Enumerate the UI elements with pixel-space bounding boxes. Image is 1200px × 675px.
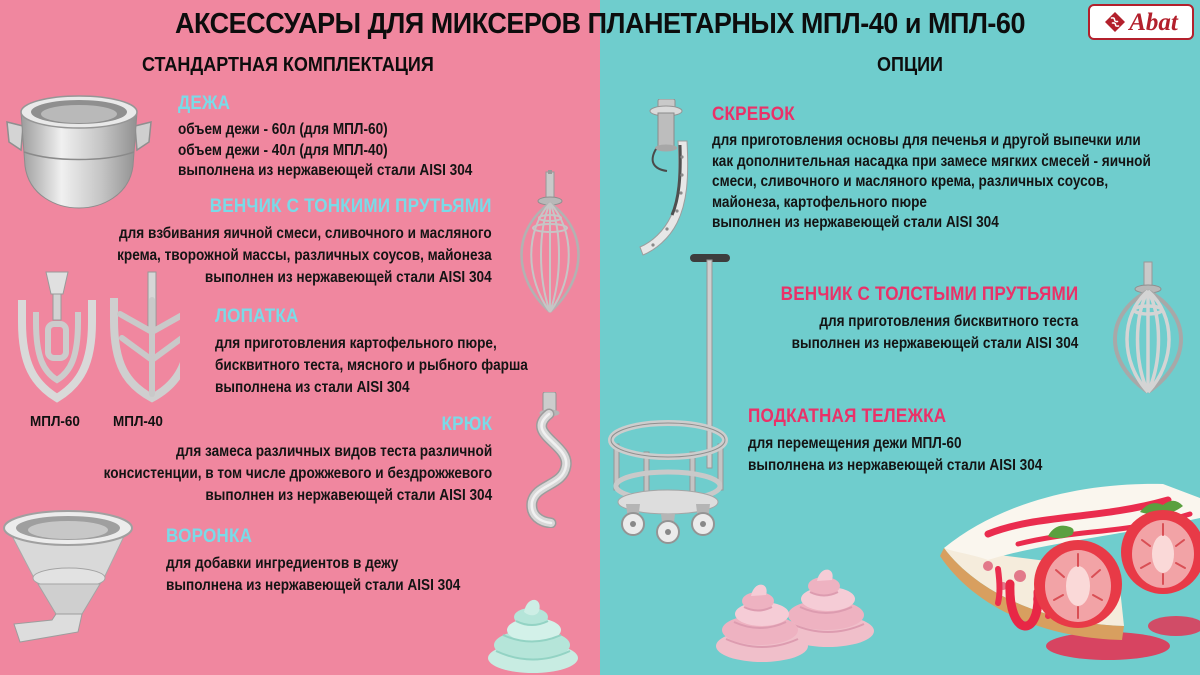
section-line: выполнена из нержавеющей стали AISI 304 [748,457,1043,474]
section-line: для приготовления основы для печенья и другой выпечки или [712,132,1141,149]
dough-hook-image [506,392,598,528]
section-line: бисквитного теста, мясного и рыбного фарша [215,357,528,374]
section-line: для взбивания яичной смеси, сливочного и масляного [119,225,492,242]
options-heading: ОПЦИИ [877,54,943,76]
thin-whisk-image [505,170,595,320]
section-hook [35,414,492,507]
section-line: выполнена из нержавеющей стали AISI 304 [166,577,461,594]
section-line: для перемещения дежи МПЛ-60 [748,435,962,452]
section-line: выполнена из стали AISI 304 [215,379,410,396]
dezha-bowl-image [5,88,153,212]
section-line: майонеза, картофельного пюре [712,193,927,211]
funnel-image [0,504,140,647]
meringues-image [712,561,882,664]
section-title: ВЕНЧИК С ТОНКИМИ ПРУТЬЯМИ [210,196,492,217]
section-line: как дополнительная насадка при замесе мягких смесей - яичной [712,152,1151,170]
abat-logo [1088,4,1194,40]
section-line: выполнен из нержавеющей стали AISI 304 [205,269,492,286]
thick-whisk-image [1096,260,1200,402]
section-line: для замеса различных видов теста различной [175,443,492,460]
section-trolley [748,406,1094,477]
section-line: выполнен из нержавеющей стали AISI 304 [712,214,999,231]
section-line: консистенции, в том числе дрожжевого и бездрожжевого [103,465,492,482]
section-title: ПОДКАТНАЯ ТЕЛЕЖКА [748,406,947,427]
trolley-image [606,252,732,544]
abat-diamond-icon [1104,11,1126,33]
section-line: выполнен из нержавеющей стали AISI 304 [791,335,1078,352]
model-label-mpl40: МПЛ-40 [113,413,163,430]
section-line: объем дежи - 40л (для МПЛ-40) [178,141,388,159]
section-line: объем дежи - 60л (для МПЛ-60) [178,121,388,138]
mint-cream-swirl-image [486,587,580,674]
section-dezha [178,93,524,182]
paddle-beaters-image [10,270,180,412]
brand-name: Abat [1129,8,1178,36]
section-title: ВОРОНКА [166,526,253,547]
page-title: АКСЕССУАРЫ ДЛЯ МИКСЕРОВ ПЛАНЕТАРНЫХ МПЛ-40 и МПЛ-60 [174,8,1025,40]
section-title: СКРЕБОК [712,104,795,125]
section-funnel [166,526,512,597]
section-title: ДЕЖА [178,93,231,114]
model-label-mpl60: МПЛ-60 [30,413,80,430]
scraper-image [639,99,699,264]
section-line: для добавки ингредиентов в дежу [166,555,399,572]
section-line: для приготовления картофельного пюре, [215,335,497,352]
section-line: крема, творожной массы, различных соусов, майонеза [117,247,492,264]
section-title: КРЮК [441,414,492,435]
section-thick-whisk [741,284,1078,355]
section-scraper [712,104,1200,234]
standard-heading: СТАНДАРТНАЯ КОМПЛЕКТАЦИЯ [142,54,434,76]
section-line: смеси, сливочного и масляного крема, различных соусов, [712,173,1109,190]
section-line: для приготовления бисквитного теста [818,313,1078,330]
section-line: выполнена из нержавеющей стали AISI 304 [178,162,473,179]
section-line: выполнен из нержавеющей стали AISI 304 [205,487,492,504]
section-title: ЛОПАТКА [215,306,299,327]
cheesecake-image [928,474,1200,674]
section-title: ВЕНЧИК С ТОЛСТЫМИ ПРУТЬЯМИ [780,284,1078,305]
